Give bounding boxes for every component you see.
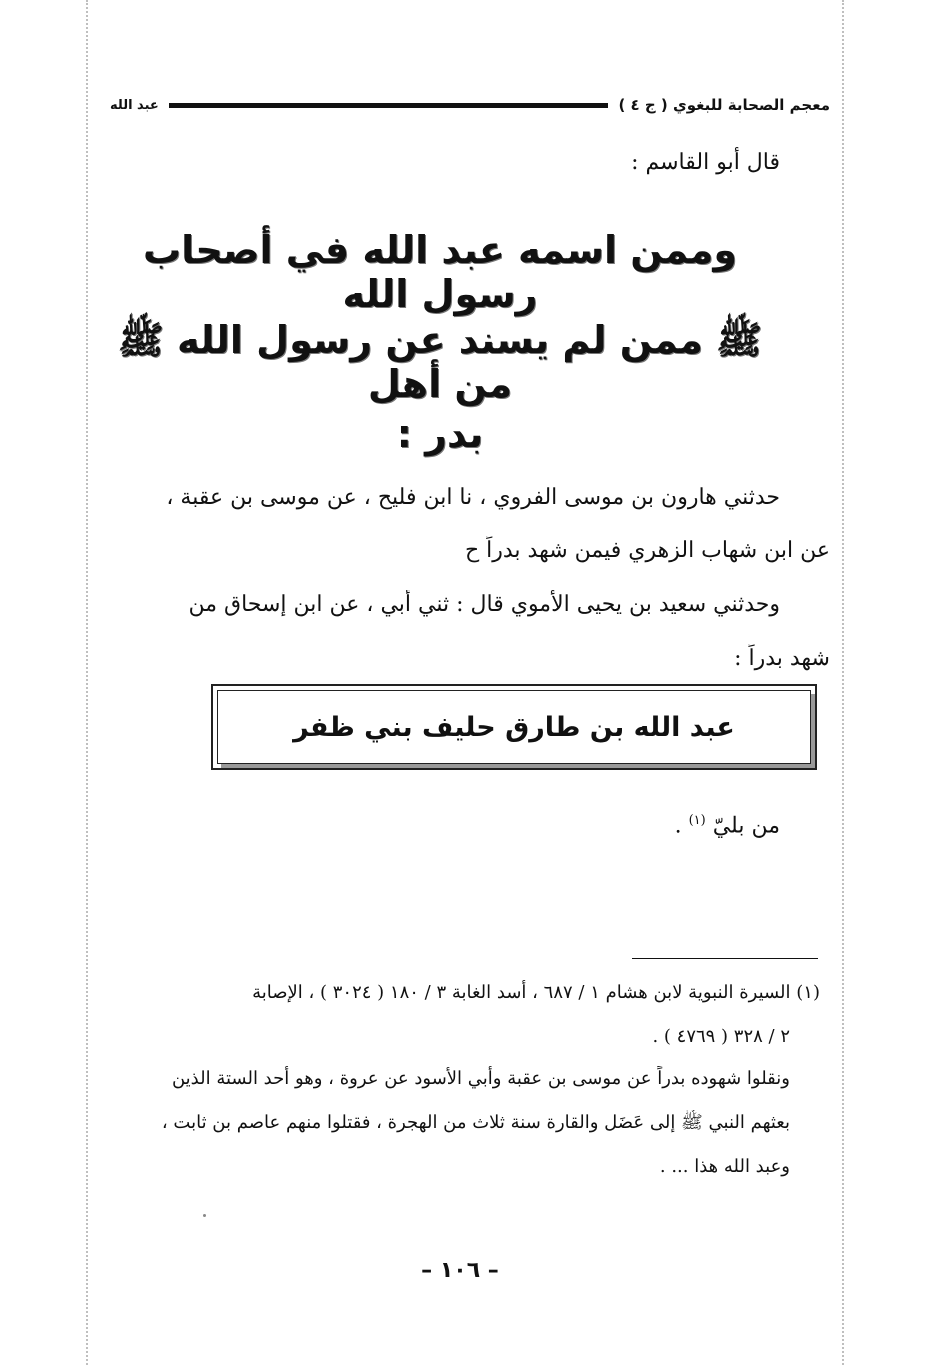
body-line-3: وحدثني سعيد بن يحيى الأموي قال : ثني أبي ، عن ابن إسحاق من — [188, 592, 780, 617]
entry-name-box — [211, 684, 817, 770]
origin-text: من بليّ — [712, 813, 780, 839]
scan-speck — [203, 1214, 206, 1217]
footnote-line-3: ونقلوا شهوده بدراً عن موسى بن عقبة وأبي الأسود عن عروة ، وهو أحد الستة الذين — [171, 1068, 790, 1089]
entry-name: عبد الله بن طارق حليف بني ظفر — [293, 711, 735, 743]
header-book-title: معجم الصحابة للبغوي ( ج ٤ ) — [618, 96, 830, 114]
origin-line — [560, 806, 780, 841]
footnote-line-5: وعبد الله هذا ... . — [659, 1156, 790, 1177]
footnote-line-4: بعثهم النبي ﷺ إلى عَضَل والقارة سنة ثلاث من الهجرة ، فقتلوا منهم عاصم بن ثابت ، — [161, 1112, 790, 1133]
chapter-heading-line-3: بدر : — [396, 412, 484, 456]
footnote-reference: (١) — [688, 813, 706, 828]
body-line-4: شهد بدراً : — [734, 646, 830, 671]
header-section-name: عبد الله — [110, 97, 159, 113]
body-line-1: حدثني هارون بن موسى الفروي ، نا ابن فليح ، عن موسى بن عقبة ، — [166, 485, 780, 510]
page-number: – ١٠٦ – — [421, 1258, 499, 1283]
header-rule — [169, 103, 609, 108]
right-margin-guide — [842, 0, 844, 1365]
running-header — [110, 92, 830, 118]
footnote-line-1: (١) السيرة النبوية لابن هشام ١ / ٦٨٧ ، أسد الغابة ٣ / ١٨٠ ( ٣٠٢٤ ) ، الإصابة — [252, 982, 820, 1003]
entry-name-box-inner — [217, 690, 811, 764]
chapter-heading-line-2: ﷺ ممن لم يسند عن رسول الله ﷺ من أهل — [117, 318, 763, 406]
chapter-heading-line-1: وممن اسمه عبد الله في أصحاب رسول الله — [142, 228, 738, 316]
left-margin-guide — [86, 0, 88, 1365]
speaker-line: قال أبو القاسم : — [631, 150, 780, 175]
body-line-2: عن ابن شهاب الزهري فيمن شهد بدراً ح — [464, 538, 830, 563]
origin-end-mark: . — [674, 813, 682, 839]
footnote-line-2: ٢ / ٣٢٨ ( ٤٧٦٩ ) . — [652, 1026, 790, 1047]
footnote-separator — [632, 958, 818, 959]
